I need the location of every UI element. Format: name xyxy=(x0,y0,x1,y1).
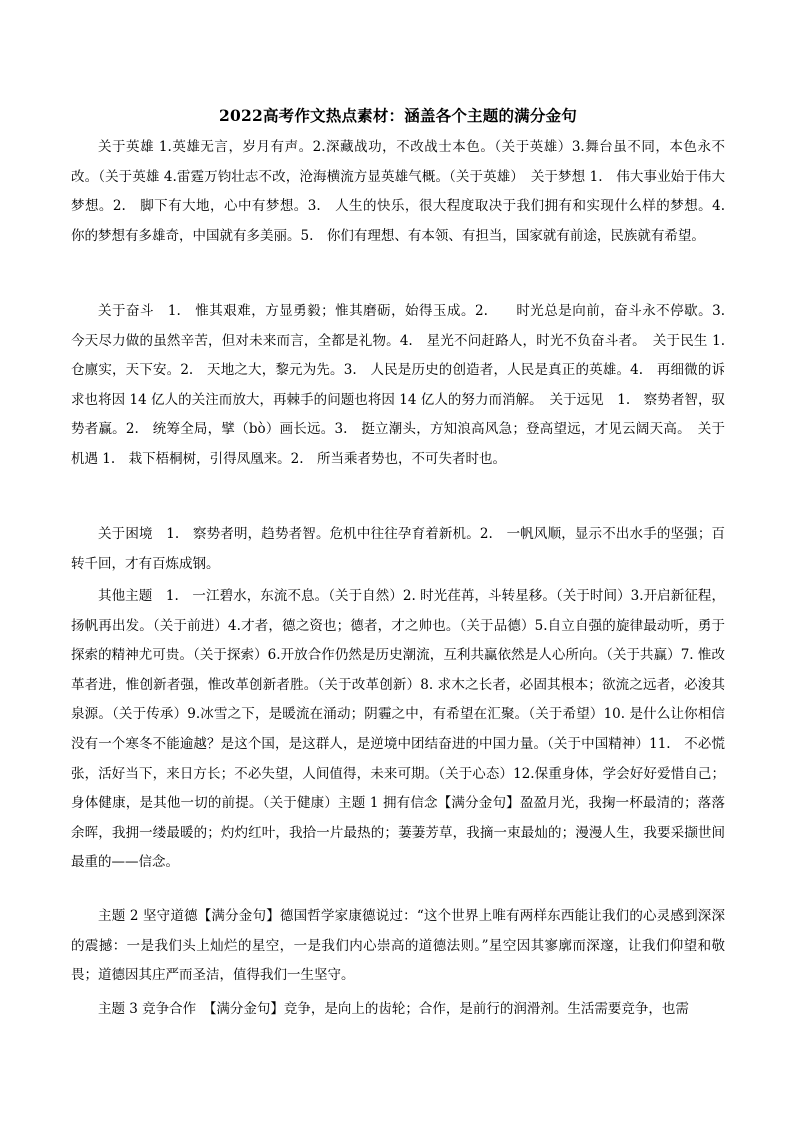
paragraph-other-themes: 其他主题 1. 一江碧水，东流不息。（关于自然）2. 时光荏苒，斗转星移。（关于时间）3.开启新征程，扬帆再出发。（关于前进）4.才者，德之资也；德者，才之帅也。（关于品德）5.自立自强的旋律最动听，勇于探索的精神尤可贵。（关于探索）6.开放合作仍然是历史潮流，互利共赢依然是人心所向。（关于共赢）7. 惟改革者进，惟创新者强，惟改革创新者胜。（关于改革创新）8. 求木之长者，必固其根本；欲流之远者，必浚其泉源。（关于传承）9.冰雪之下，是暖流在涌动；阴霾之中，有希望在汇聚。（关于希望）10. 是什么让你相信没有一个寒冬不能逾越？是这个国，是这群人，是逆境中团结奋进的中国力量。（关于中国精神）11. 不必慌张，活好当下，来日方长；不必失望，人间值得，未来可期。（关于心态）12.保重身体，学会好好爱惜自己；身体健康，是其他一切的前提。（关于健康）主题 1 拥有信念【满分金句】盈盈月光，我掬一杯最清的；落落余晖，我拥一缕最暖的；灼灼红叶，我拾一片最热的；萋萋芳草，我摘一束最灿的；漫漫人生，我要采撷世间最重的——信念。 xyxy=(71,588,725,871)
paragraph-struggle-livelihood-vision: 关于奋斗 1. 惟其艰难，方显勇毅；惟其磨砺，始得玉成。2. 时光总是向前，奋斗永不停歇。3. 今天尽力做的虽然辛苦，但对未来而言，全都是礼物。4. 星光不问赶路人，时光不负奋斗者。 关于民生 1. 仓廪实，天下安。2. 天地之大，黎元为先。3. 人民是历史的创造者，人民是真正的英雄。4. 再细微的诉求也将因 14 亿人的关注而放大，再棘手的问题也将因 14 亿人的努力而消解。 关于远见 1. 察势者智，驭势者赢。2. 统筹全局，擘（bò）画长远。3. 挺立潮头，方知浪高风急；登高望远，才见云阔天高。 关于机遇 1. 栽下梧桐树，引得凤凰来。2. 所当乘者势也，不可失者时也。 xyxy=(71,303,739,467)
paragraph-adversity: 关于困境 1. 察势者明，趋势者智。危机中往往孕育着新机。2. 一帆风顺，显示不出水手的坚强；百转千回，才有百炼成钢。 xyxy=(71,526,725,572)
paragraph-theme-competition: 主题 3 竞争合作 【满分金句】竞争，是向上的齿轮；合作，是前行的润滑剂。生活需要竞争，也需 xyxy=(98,1001,689,1017)
paragraph-theme-morality: 主题 2 坚守道德【满分金句】德国哲学家康德说过：“这个世界上唯有两样东西能让我们的心灵感到深深的震撼：一是我们头上灿烂的星空，一是我们内心崇高的道德法则。”星空因其寥廓而深邃，让我们仰望和敬畏；道德因其庄严而圣洁，值得我们一生坚守。 xyxy=(71,908,725,984)
document-title: 2022高考作文热点素材：涵盖各个主题的满分金句 xyxy=(219,106,577,125)
paragraph-heroes-dreams: 关于英雄 1.英雄无言，岁月有声。2.深藏战功，不改战士本色。（关于英雄）3.舞台虽不同，本色永不改。（关于英雄 4.雷霆万钧壮志不改，沧海横流方显英雄气概。（关于英雄） 关于梦想 1. 伟大事业始于伟大梦想。2. 脚下有大地，心中有梦想。3. 人生的快乐，很大程度取决于我们拥有和实现什么样的梦想。4. 你的梦想有多雄奇，中国就有多美丽。5. 你们有理想、有本领、有担当，国家就有前途，民族就有希望。 xyxy=(71,139,739,244)
